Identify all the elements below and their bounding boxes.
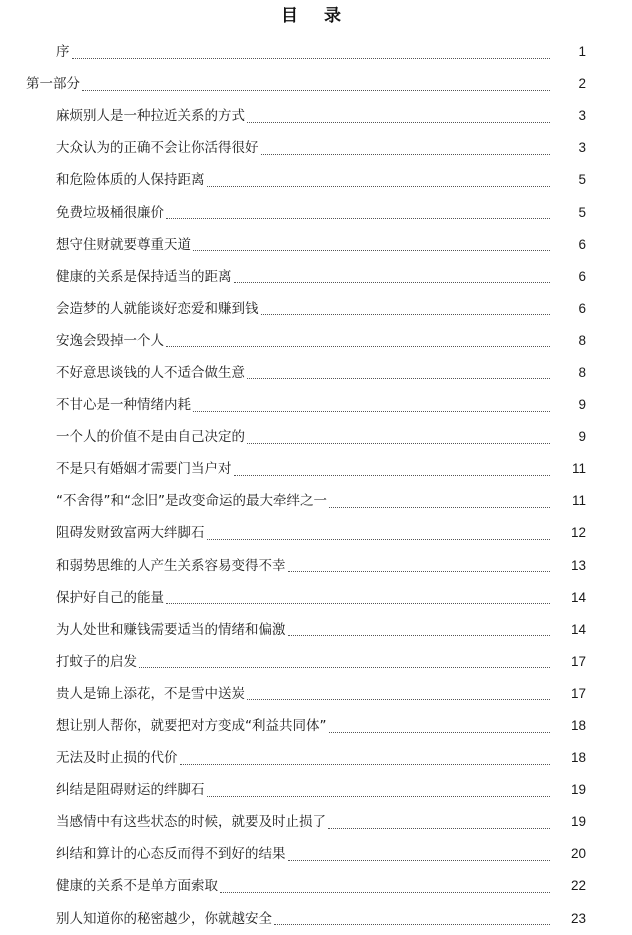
toc-entry-title: 想守住财就要尊重天道 [56, 236, 191, 253]
toc-entry[interactable] [0, 421, 632, 453]
toc-dot-leader [180, 764, 551, 765]
toc-dot-leader [261, 154, 551, 155]
toc-dot-leader [207, 539, 551, 540]
toc-entry[interactable] [0, 806, 632, 838]
toc-entry[interactable] [0, 550, 632, 582]
toc-page-number: 19 [570, 782, 586, 798]
toc-page-number: 1 [578, 44, 586, 60]
toc-dot-leader [329, 732, 551, 733]
toc-page-number: 9 [578, 429, 586, 445]
toc-page-number: 11 [571, 461, 586, 477]
toc-page-number: 18 [570, 718, 586, 734]
toc-dot-leader [82, 90, 550, 91]
toc-page-number: 14 [570, 589, 586, 605]
toc-entry-title: 贵人是锦上添花，不是雪中送炭 [56, 685, 245, 702]
toc-dot-leader [288, 571, 551, 572]
toc-entry[interactable] [0, 710, 632, 742]
toc-entry-title: 想让别人帮你，就要把对方变成“利益共同体” [56, 718, 327, 735]
toc-entry-title: 不好意思谈钱的人不适合做生意 [56, 364, 245, 381]
toc-dot-leader [328, 828, 550, 829]
toc-entry-title: 健康的关系是保持适当的距离 [56, 268, 232, 285]
toc-entry-title: 大众认为的正确不会让你活得很好 [56, 140, 259, 157]
toc-entry-title: 和弱势思维的人产生关系容易变得不幸 [56, 557, 286, 574]
toc-entry[interactable] [0, 453, 632, 485]
toc-dot-leader [288, 635, 551, 636]
toc-dot-leader [193, 250, 550, 251]
toc-entry[interactable] [0, 293, 632, 325]
toc-page-number: 11 [571, 493, 586, 509]
toc-entry-title: 纠结和算计的心态反而得不到好的结果 [56, 846, 286, 863]
toc-entry-title: 为人处世和赚钱需要适当的情绪和偏激 [56, 621, 286, 638]
toc-page-number: 17 [570, 685, 586, 701]
toc-page-number: 5 [578, 172, 586, 188]
toc-page-number: 6 [578, 300, 586, 316]
toc-entry-title: 当感情中有这些状态的时候，就要及时止损了 [56, 814, 326, 831]
toc-entry-title: 麻烦别人是一种拉近关系的方式 [56, 108, 245, 125]
toc-entry[interactable] [0, 903, 632, 935]
toc-page-number: 12 [570, 525, 586, 541]
toc-page-number: 8 [578, 364, 586, 380]
toc-dot-leader [207, 186, 551, 187]
toc-dot-leader [166, 218, 550, 219]
toc-dot-leader [72, 58, 551, 59]
toc-page-number: 6 [578, 236, 586, 252]
toc-entry-title: 和危险体质的人保持距离 [56, 172, 205, 189]
toc-dot-leader [247, 122, 550, 123]
toc-dot-leader [234, 475, 551, 476]
toc-page-number: 13 [570, 557, 586, 573]
toc-dot-leader [247, 699, 550, 700]
toc-entry-title: 安逸会毁掉一个人 [56, 332, 164, 349]
toc-entry-title: 不是只有婚姻才需要门当户对 [56, 461, 232, 478]
toc-entry[interactable] [0, 229, 632, 261]
toc-entry[interactable] [0, 582, 632, 614]
toc-page-number: 19 [570, 814, 586, 830]
toc-entry-title: 序 [56, 44, 70, 61]
toc-entry-title: 免费垃圾桶很廉价 [56, 204, 164, 221]
toc-dot-leader [234, 282, 551, 283]
toc-dot-leader [247, 378, 550, 379]
toc-entry[interactable] [0, 517, 632, 549]
toc-page-number: 3 [578, 140, 586, 156]
toc-entry[interactable] [0, 325, 632, 357]
toc-entry[interactable] [0, 164, 632, 196]
toc-entry-title: 健康的关系不是单方面索取 [56, 878, 218, 895]
toc-dot-leader [166, 346, 550, 347]
toc-dot-leader [288, 860, 551, 861]
toc-page-number: 23 [570, 910, 586, 926]
toc-entry[interactable] [0, 870, 632, 902]
toc-entry-title: 会造梦的人就能谈好恋爱和赚到钱 [56, 300, 259, 317]
toc-dot-leader [247, 443, 550, 444]
toc-entry[interactable] [0, 614, 632, 646]
toc-entry-title: 纠结是阻碍财运的绊脚石 [56, 782, 205, 799]
toc-page-number: 18 [570, 750, 586, 766]
toc-entry-title: 无法及时止损的代价 [56, 750, 178, 767]
toc-entry-title: 不甘心是一种情绪内耗 [56, 397, 191, 414]
toc-entry-title: 第一部分 [26, 76, 80, 93]
toc-page-number: 9 [578, 397, 586, 413]
toc-entry[interactable] [0, 196, 632, 228]
toc-entry[interactable] [0, 100, 632, 132]
toc-entry[interactable] [0, 132, 632, 164]
toc-page-number: 8 [578, 332, 586, 348]
toc-entry[interactable] [0, 774, 632, 806]
toc-page-number: 17 [570, 653, 586, 669]
toc-dot-leader [139, 667, 550, 668]
toc-entry[interactable] [0, 678, 632, 710]
toc-page-number: 2 [578, 76, 586, 92]
toc-entry[interactable] [0, 357, 632, 389]
toc-page-number: 14 [570, 621, 586, 637]
toc-entry-title: 保护好自己的能量 [56, 589, 164, 606]
toc-list [0, 36, 632, 935]
toc-dot-leader [193, 411, 550, 412]
toc-dot-leader [166, 603, 550, 604]
toc-dot-leader [207, 796, 551, 797]
toc-entry[interactable] [0, 261, 632, 293]
toc-entry[interactable] [0, 838, 632, 870]
toc-entry[interactable] [0, 389, 632, 421]
toc-page-number: 5 [578, 204, 586, 220]
toc-dot-leader [329, 507, 550, 508]
toc-entry[interactable] [0, 485, 632, 517]
toc-entry-title: 一个人的价值不是由自己决定的 [56, 429, 245, 446]
toc-page-number: 3 [578, 108, 586, 124]
toc-dot-leader [261, 314, 551, 315]
toc-page-number: 6 [578, 268, 586, 284]
toc-entry-title: 别人知道你的秘密越少，你就越安全 [56, 910, 272, 927]
toc-page-number: 22 [570, 878, 586, 894]
toc-dot-leader [274, 924, 550, 925]
toc-entry-title: 阻碍发财致富两大绊脚石 [56, 525, 205, 542]
toc-entry[interactable] [0, 68, 632, 100]
toc-dot-leader [220, 892, 550, 893]
toc-entry[interactable] [0, 646, 632, 678]
toc-entry[interactable] [0, 36, 632, 68]
toc-entry-title: “不舍得”和“念旧”是改变命运的最大牵绊之一 [56, 493, 327, 510]
toc-title: 目 录 [281, 6, 351, 26]
toc-entry-title: 打蚊子的启发 [56, 653, 137, 670]
toc-entry[interactable] [0, 742, 632, 774]
toc-page-number: 20 [570, 846, 586, 862]
